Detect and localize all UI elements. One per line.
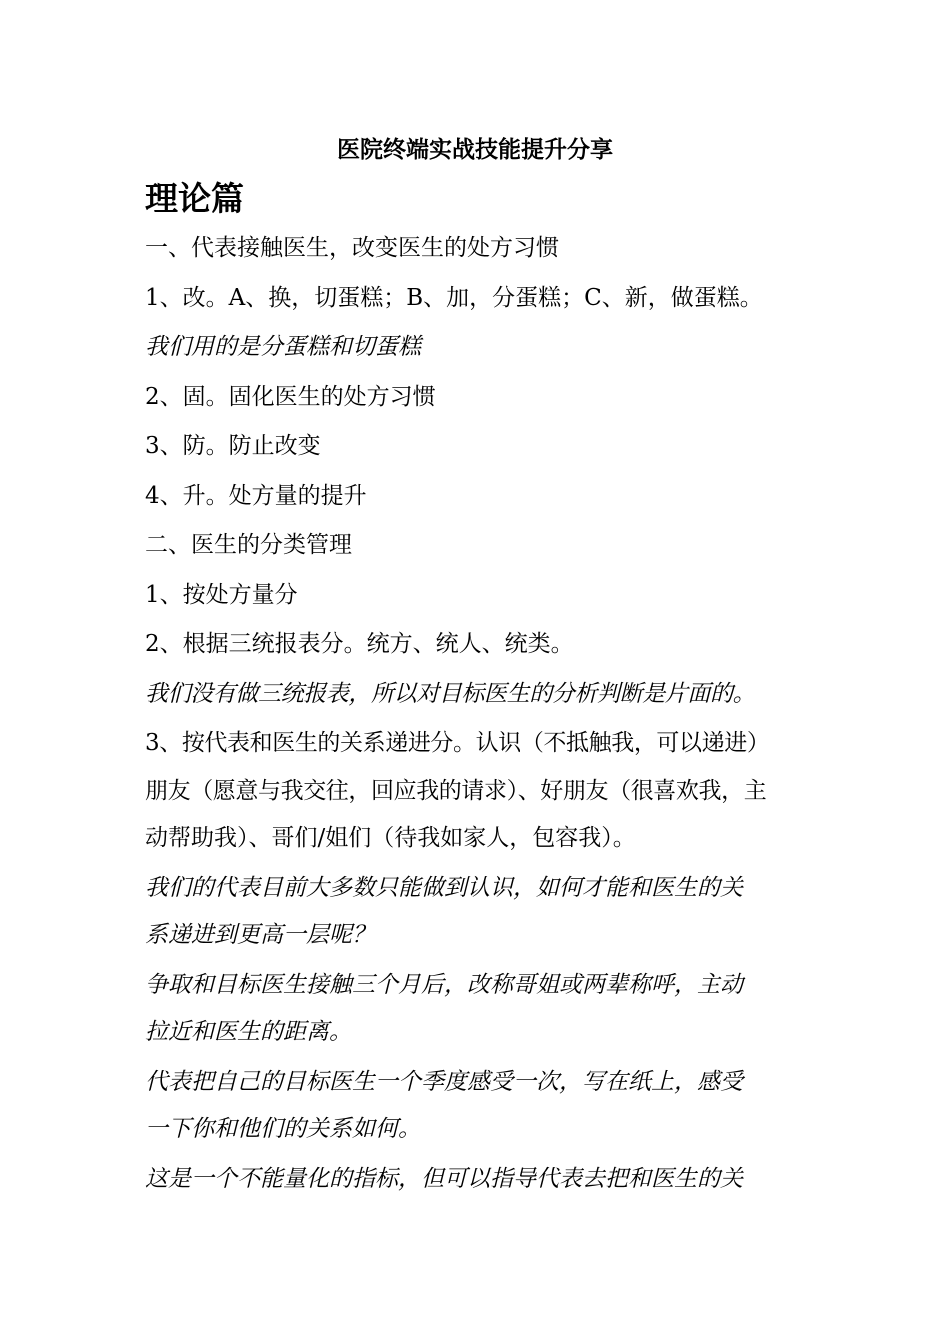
italic-note: 拉近和医生的距离。 <box>145 1019 352 1045</box>
italic-note: 我们的代表目前大多数只能做到认识，如何才能和医生的关 <box>145 874 743 901</box>
italic-note: 我们没有做三统报表，所以对目标医生的分析判断是片面的。 <box>145 680 756 707</box>
section-heading: 理论篇 <box>145 179 244 218</box>
document-title: 医院终端实战技能提升分享 <box>337 136 613 163</box>
paragraph-line: 朋友（愿意与我交往，回应我的请求）、好朋友（很喜欢我，主 <box>145 777 767 804</box>
italic-note: 我们用的是分蛋糕和切蛋糕 <box>145 334 421 360</box>
italic-note: 一下你和他们的关系如何。 <box>145 1116 421 1142</box>
paragraph-line: 2、固。固化医生的处方习惯 <box>145 383 436 410</box>
paragraph-line: 1、改。A、换，切蛋糕；B、加，分蛋糕；C、新，做蛋糕。 <box>145 284 763 311</box>
paragraph-line: 3、防。防止改变 <box>145 433 321 459</box>
heading-1: 一、代表接触医生，改变医生的处方习惯 <box>145 235 559 261</box>
italic-note: 系递进到更高一层呢？ <box>145 922 375 948</box>
heading-2: 二、医生的分类管理 <box>145 532 352 558</box>
paragraph-line: 动帮助我）、哥们/姐们（待我如家人，包容我）。 <box>145 825 636 851</box>
paragraph-line: 2、根据三统报表分。统方、统人、统类。 <box>145 631 574 657</box>
italic-note: 这是一个不能量化的指标，但可以指导代表去把和医生的关 <box>145 1165 743 1192</box>
document-body <box>145 228 835 1208</box>
italic-note: 代表把自己的目标医生一个季度感受一次，写在纸上，感受 <box>145 1068 743 1095</box>
paragraph-line: 1、按处方量分 <box>145 581 298 608</box>
italic-note: 争取和目标医生接触三个月后，改称哥姐或两辈称呼，主动 <box>145 971 743 998</box>
paragraph-line: 4、升。处方量的提升 <box>145 482 367 509</box>
paragraph-line: 3、按代表和医生的关系递进分。认识（不抵触我，可以递进） <box>145 730 770 756</box>
